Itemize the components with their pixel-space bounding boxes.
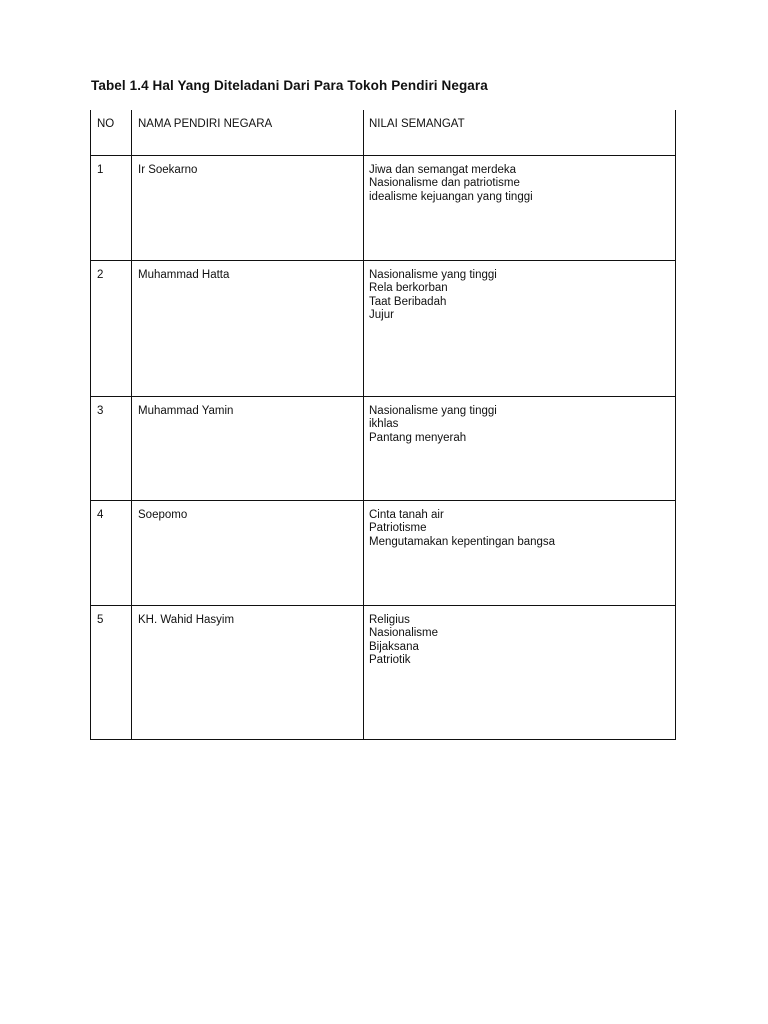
- founder-name: Muhammad Yamin: [138, 405, 234, 417]
- spirit-values: [369, 405, 497, 445]
- spirit-value: Rela berkorban: [369, 282, 448, 295]
- founders-table: [90, 110, 676, 740]
- row-number: 4: [97, 509, 104, 521]
- row-number: 2: [97, 269, 104, 281]
- row-number: 1: [97, 164, 104, 176]
- spirit-value: Taat Beribadah: [369, 295, 447, 308]
- row-number: 3: [97, 405, 104, 417]
- row-divider: [91, 155, 675, 156]
- row-divider: [91, 260, 675, 261]
- spirit-values: [369, 614, 438, 667]
- spirit-value: idealisme kejuangan yang tinggi: [369, 190, 533, 203]
- row-number: 5: [97, 614, 104, 626]
- spirit-value: Pantang menyerah: [369, 431, 467, 444]
- spirit-value: Nasionalisme: [369, 627, 439, 640]
- spirit-value: Nasionalisme yang tinggi: [369, 269, 497, 281]
- spirit-value: Mengutamakan kepentingan bangsa: [369, 535, 556, 548]
- header-values: NILAI SEMANGAT: [369, 118, 465, 130]
- header-name: NAMA PENDIRI NEGARA: [138, 118, 273, 130]
- spirit-values: [369, 269, 497, 322]
- spirit-value: Bijaksana: [369, 640, 419, 653]
- table-caption: Tabel 1.4 Hal Yang Diteladani Dari Para Tokoh Pendiri Negara: [91, 78, 488, 93]
- row-divider: [91, 605, 675, 606]
- founder-name: KH. Wahid Hasyim: [138, 614, 235, 626]
- row-divider: [91, 500, 675, 501]
- founder-name: Ir Soekarno: [138, 164, 198, 176]
- founder-name: Soepomo: [138, 509, 188, 521]
- spirit-value: Patriotik: [369, 653, 411, 666]
- header-no: NO: [97, 118, 115, 130]
- spirit-values: [369, 509, 555, 549]
- column-divider: [131, 110, 132, 739]
- row-divider: [91, 396, 675, 397]
- spirit-value: Patriotisme: [369, 522, 427, 535]
- spirit-value: Nasionalisme yang tinggi: [369, 405, 497, 417]
- spirit-value: Jiwa dan semangat merdeka: [369, 164, 517, 176]
- spirit-value: Jujur: [369, 308, 394, 321]
- spirit-value: Religius: [369, 614, 410, 626]
- spirit-value: Cinta tanah air: [369, 509, 444, 521]
- spirit-value: ikhlas: [369, 418, 399, 431]
- spirit-values: [369, 164, 533, 204]
- spirit-value: Nasionalisme dan patriotisme: [369, 177, 520, 190]
- column-divider: [363, 110, 364, 739]
- founder-name: Muhammad Hatta: [138, 269, 230, 281]
